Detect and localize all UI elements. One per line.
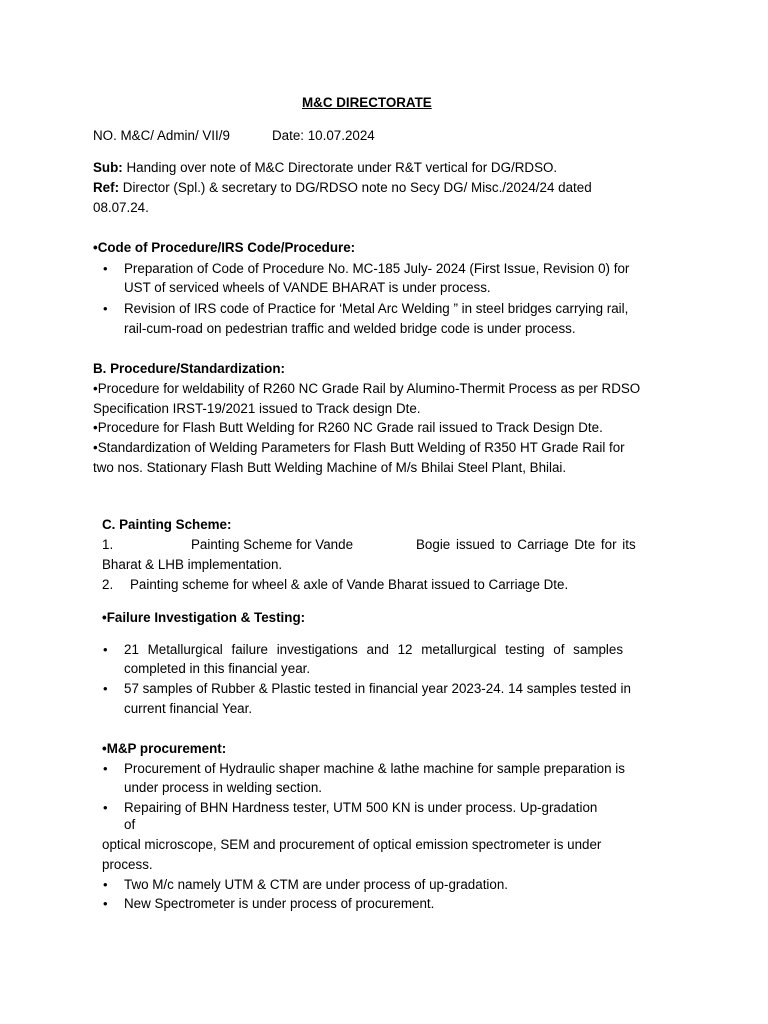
reference-line bbox=[93, 178, 592, 198]
page-title: M&C DIRECTORATE bbox=[302, 95, 432, 110]
section-c-item-1-part-2: Bogie issued to Carriage Dte for its bbox=[416, 537, 636, 552]
section-e-item-3: Two M/c namely UTM & CTM are under process of up-gradation. bbox=[124, 877, 509, 892]
bullet-icon: • bbox=[103, 642, 108, 657]
subject-line bbox=[93, 158, 557, 178]
section-c-item-2-number: 2. bbox=[102, 577, 114, 592]
bullet-icon: • bbox=[103, 800, 108, 815]
section-e-item-1-line-2: under process in welding section. bbox=[124, 780, 322, 795]
reference-number: NO. M&C/ Admin/ VII/9 bbox=[93, 128, 230, 143]
section-e-item-2-line-2: of bbox=[124, 817, 136, 832]
reference-text-cont: 08.07.24. bbox=[93, 200, 149, 215]
section-b-line-5: two nos. Stationary Flash Butt Welding Machine of M/s Bhilai Steel Plant, Bhilai. bbox=[93, 460, 567, 475]
section-b-line-1: •Procedure for weldability of R260 NC Grade Rail by Alumino-Thermit Process as per RDSO bbox=[93, 381, 641, 396]
section-e-continuation-line-2: process. bbox=[102, 857, 153, 872]
bullet-icon: • bbox=[103, 301, 108, 316]
section-b-line-2: Specification IRST-19/2021 issued to Track design Dte. bbox=[93, 401, 421, 416]
section-e-heading: •M&P procurement: bbox=[102, 741, 227, 756]
section-c-item-1-number: 1. bbox=[102, 537, 114, 552]
section-d-item-1-line-2: completed in this financial year. bbox=[124, 661, 311, 676]
bullet-icon: • bbox=[103, 896, 108, 911]
document-date: Date: 10.07.2024 bbox=[272, 128, 375, 143]
section-a-item-1-line-1: Preparation of Code of Procedure No. MC-185 July- 2024 (First Issue, Revision 0) for bbox=[124, 261, 630, 276]
bullet-icon: • bbox=[103, 261, 108, 276]
section-d-item-2-line-2: current financial Year. bbox=[124, 701, 253, 716]
section-e-continuation-line-1: optical microscope, SEM and procurement of optical emission spectrometer is under bbox=[102, 837, 602, 852]
section-e-item-2-line-1: Repairing of BHN Hardness tester, UTM 500 KN is under process. Up-gradation bbox=[124, 800, 598, 815]
section-c-heading: C. Painting Scheme: bbox=[102, 517, 232, 532]
subject-text: Handing over note of M&C Directorate under R&T vertical for DG/RDSO. bbox=[126, 160, 558, 175]
section-c-item-1-part-1: Painting Scheme for Vande bbox=[191, 537, 354, 552]
bullet-icon: • bbox=[103, 761, 108, 776]
bullet-icon: • bbox=[103, 877, 108, 892]
reference-text: Director (Spl.) & secretary to DG/RDSO note no Secy DG/ Misc./2024/24 dated bbox=[122, 180, 592, 195]
section-e-item-4: New Spectrometer is under process of procurement. bbox=[124, 896, 435, 911]
subject-label: Sub: bbox=[93, 160, 123, 175]
section-a-heading: •Code of Procedure/IRS Code/Procedure: bbox=[93, 240, 356, 255]
reference-label: Ref: bbox=[93, 180, 120, 195]
section-b-line-3: •Procedure for Flash Butt Welding for R260 NC Grade rail issued to Track Design Dte. bbox=[93, 420, 603, 435]
bullet-icon: • bbox=[103, 681, 108, 696]
section-c-item-2-text: Painting scheme for wheel & axle of Vande Bharat issued to Carriage Dte. bbox=[130, 577, 569, 592]
section-d-item-2-line-1: 57 samples of Rubber & Plastic tested in financial year 2023-24. 14 samples tested in bbox=[124, 681, 631, 696]
section-d-item-1-line-1: 21 Metallurgical failure investigations and 12 metallurgical testing of samples bbox=[124, 642, 624, 657]
section-a-item-2-line-2: rail-cum-road on pedestrian traffic and welded bridge code is under process. bbox=[124, 321, 576, 336]
section-e-item-1-line-1: Procurement of Hydraulic shaper machine & lathe machine for sample preparation is bbox=[124, 761, 625, 776]
section-b-line-4: •Standardization of Welding Parameters for Flash Butt Welding of R350 HT Grade Rail for bbox=[93, 440, 625, 455]
section-b-heading: B. Procedure/Standardization: bbox=[93, 361, 285, 376]
section-a-item-1-line-2: UST of serviced wheels of VANDE BHARAT is under process. bbox=[124, 280, 491, 295]
section-d-heading: •Failure Investigation & Testing: bbox=[102, 610, 306, 625]
section-c-item-1-line-2: Bharat & LHB implementation. bbox=[102, 557, 283, 572]
section-a-item-2-line-1: Revision of IRS code of Practice for ‘Metal Arc Welding ” in steel bridges carrying rail, bbox=[124, 301, 629, 316]
